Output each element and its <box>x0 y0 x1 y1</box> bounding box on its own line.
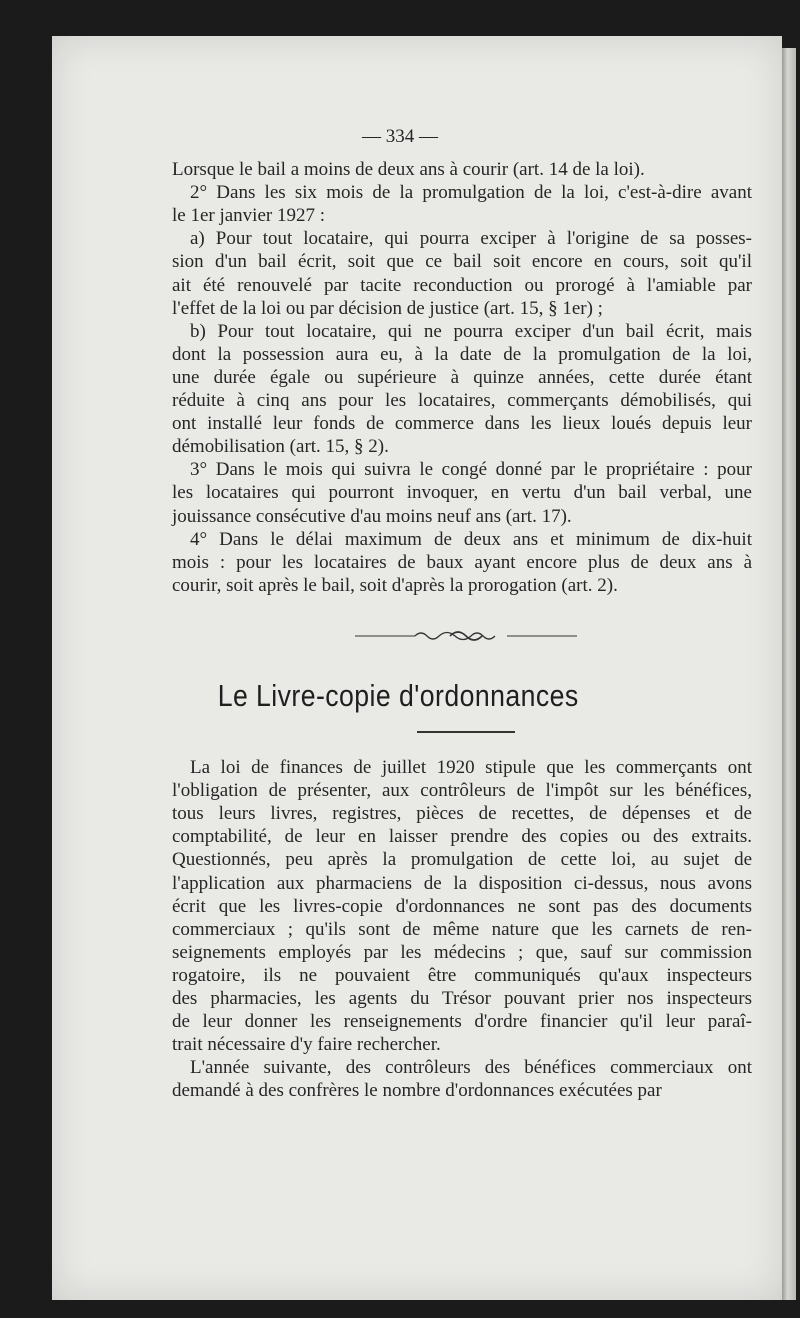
text-line: tous leurs livres, registres, pièces de recettes, de dépenses et de <box>172 803 752 825</box>
title-underline <box>417 731 515 733</box>
text-line: sion d'un bail écrit, soit que ce bail soit encore en cours, soit qu'il <box>172 251 752 273</box>
text-line: de leur donner les renseignements d'ordre financier qu'il leur paraî- <box>172 1011 752 1033</box>
text-line: ait été renouvelé par tacite reconduction ou prorogé à l'amiable par <box>172 274 752 296</box>
text-line: l'effet de la loi ou par décision de justice (art. 15, § 1er) ; <box>172 297 603 319</box>
text-line: 4° Dans le délai maximum de deux ans et minimum de dix-huit <box>190 528 752 550</box>
text-line: Questionnés, peu après la promulgation de cette loi, au sujet de <box>172 849 752 871</box>
text-line: seignements employés par les médecins ; que, sauf sur commission <box>172 941 752 963</box>
text-line: b) Pour tout locataire, qui ne pourra exciper d'un bail écrit, mais <box>190 320 752 342</box>
page-edge <box>782 48 796 1300</box>
text-line: démobilisation (art. 15, § 2). <box>172 436 389 458</box>
text-line: a) Pour tout locataire, qui pourra exciper à l'origine de sa posses- <box>190 228 752 250</box>
text-line: réduite à cinq ans pour les locataires, commerçants démobilisés, qui <box>172 390 752 411</box>
text-line: demandé à des confrères le nombre d'ordonnances exécutées par <box>172 1080 662 1102</box>
text-line: le 1er janvier 1927 : <box>172 205 326 227</box>
text-line: commerciaux ; qu'ils sont de même nature que les carnets de ren- <box>172 918 752 940</box>
text-line: écrit que les livres-copie d'ordonnances ne sont pas des documents <box>172 895 752 917</box>
text-line: une durée égale ou supérieure à quinze années, cette durée étant <box>172 366 752 388</box>
text-line: mois : pour les locataires de baux ayant encore plus de deux ans à <box>172 551 752 573</box>
ornament-divider <box>355 626 577 646</box>
text-line: jouissance consécutive d'au moins neuf ans (art. 17). <box>172 505 572 527</box>
text-line: comptabilité, de leur en laisser prendre des copies ou des extraits. <box>172 826 752 848</box>
text-line: La loi de finances de juillet 1920 stipule que les commerçants ont <box>190 757 752 778</box>
text-line: des pharmacies, les agents du Trésor pouvant prier nos inspecteurs <box>172 988 752 1009</box>
text-line: rogatoire, ils ne pouvaient être communiqués qu'aux inspecteurs <box>172 964 752 986</box>
text-line: Lorsque le bail a moins de deux ans à courir (art. 14 de la loi). <box>172 159 645 180</box>
text-line: L'année suivante, des contrôleurs des bénéfices commerciaux ont <box>190 1057 752 1079</box>
text-line: ont installé leur fonds de commerce dans les lieux loués depuis leur <box>172 413 752 435</box>
text-line: 3° Dans le mois qui suivra le congé donné par le propriétaire : pour <box>190 459 752 481</box>
page-number: — 334 — <box>362 126 438 147</box>
text-line: les locataires qui pourront invoquer, en vertu d'un bail verbal, une <box>172 482 752 504</box>
text-line: dont la possession aura eu, à la date de la promulgation de la loi, <box>172 343 752 365</box>
text-line: courir, soit après le bail, soit d'après la prorogation (art. 2). <box>172 574 618 596</box>
text-line: l'obligation de présenter, aux contrôleurs de l'impôt sur les bénéfices, <box>172 780 752 802</box>
section-title: Le Livre-copie d'ordonnances <box>217 678 579 713</box>
text-line: l'application aux pharmaciens de la disposition ci-dessus, nous avons <box>172 872 752 894</box>
text-line: 2° Dans les six mois de la promulgation de la loi, c'est-à-dire avant <box>190 182 752 204</box>
text-line: trait nécessaire d'y faire rechercher. <box>172 1034 441 1056</box>
